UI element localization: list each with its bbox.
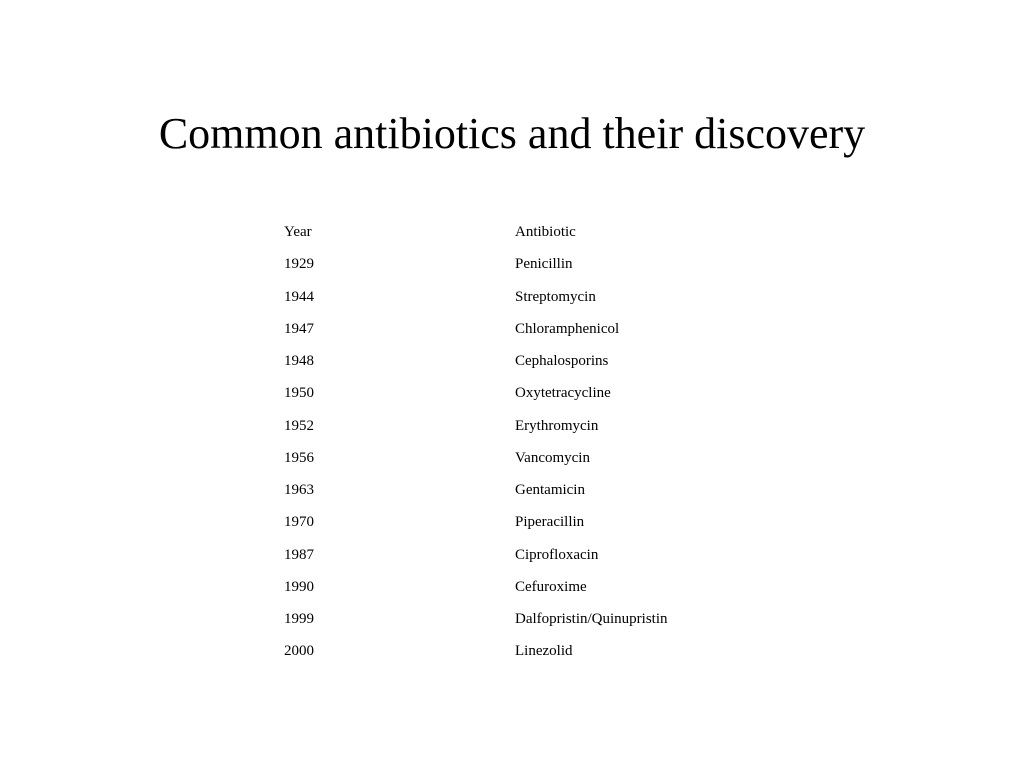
year-cell: 1970 (284, 514, 314, 531)
year-cell: 1929 (284, 256, 314, 273)
antibiotic-cell: Chloramphenicol (515, 320, 620, 337)
antibiotic-cell: Linezolid (515, 643, 573, 660)
table-row (284, 510, 744, 542)
antibiotic-cell: Dalfopristin/Quinupristin (515, 611, 668, 627)
antibiotic-cell: Piperacillin (515, 514, 585, 531)
column-header-year: Year (284, 224, 312, 240)
table-row (284, 285, 744, 317)
year-cell: 1956 (284, 449, 314, 466)
table-row (284, 639, 744, 671)
table-header-row (284, 220, 744, 252)
antibiotics-table (284, 220, 744, 672)
antibiotic-cell: Ciprofloxacin (515, 546, 599, 563)
table-row (284, 349, 744, 381)
antibiotic-cell: Penicillin (515, 256, 573, 273)
year-cell: 1963 (284, 482, 314, 498)
year-cell: 1990 (284, 578, 314, 595)
table-row (284, 478, 744, 510)
antibiotic-cell: Gentamicin (515, 482, 585, 498)
antibiotic-cell: Cefuroxime (515, 578, 587, 595)
antibiotic-cell: Vancomycin (515, 449, 590, 466)
table-row (284, 381, 744, 413)
year-cell: 1952 (284, 417, 314, 434)
table-row (284, 446, 744, 478)
year-cell: 1948 (284, 353, 314, 369)
table-row (284, 543, 744, 575)
antibiotic-cell: Oxytetracycline (515, 385, 611, 402)
year-cell: 1944 (284, 288, 314, 305)
antibiotic-cell: Erythromycin (515, 417, 599, 434)
year-cell: 1987 (284, 546, 314, 563)
column-header-antibiotic: Antibiotic (515, 224, 576, 240)
table-row (284, 252, 744, 284)
table-row (284, 607, 744, 639)
slide-title: Common antibiotics and their discovery (158, 109, 866, 158)
year-cell: 1950 (284, 385, 314, 402)
table-row (284, 414, 744, 446)
antibiotic-cell: Cephalosporins (515, 353, 609, 369)
table-row (284, 317, 744, 349)
table-row (284, 575, 744, 607)
year-cell: 1999 (284, 611, 314, 627)
year-cell: 1947 (284, 320, 314, 337)
antibiotic-cell: Streptomycin (515, 288, 596, 305)
year-cell: 2000 (284, 643, 314, 660)
